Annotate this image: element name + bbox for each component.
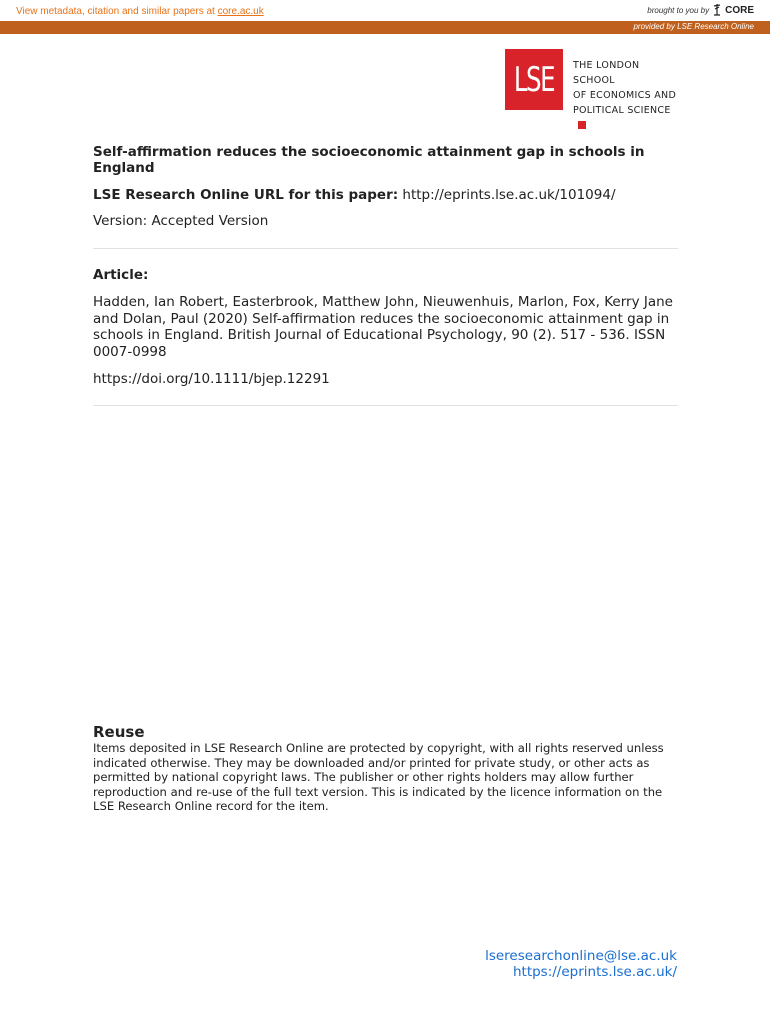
article-heading: Article: (93, 267, 149, 283)
provider-bar (0, 21, 770, 34)
paper-title: Self-affirmation reduces the socioeconomic attainment gap in schools in England (93, 144, 645, 176)
logo-line-3: POLITICAL SCIENCE (573, 105, 671, 116)
doi-link[interactable]: https://doi.org/10.1111/bjep.12291 (93, 371, 330, 387)
lse-logo-letters: LSE (513, 59, 555, 100)
core-header (0, 0, 770, 21)
lse-logo-wordmark (573, 58, 680, 133)
metadata-notice (16, 6, 264, 17)
lse-logo (505, 49, 680, 116)
metadata-text: View metadata, citation and similar papers at (16, 6, 218, 17)
repository-link[interactable]: https://eprints.lse.ac.uk/ (512, 964, 677, 980)
provided-by-text[interactable]: provided by LSE Research Online (633, 22, 754, 31)
divider (93, 405, 678, 406)
contact-block (485, 948, 677, 980)
divider (93, 248, 678, 249)
reuse-heading: Reuse (93, 723, 145, 741)
version-text: Version: Accepted Version (93, 213, 269, 229)
url-label: LSE Research Online URL for this paper: (93, 187, 399, 203)
citation-text: Hadden, Ian Robert, Easterbrook, Matthew John, Nieuwenhuis, Marlon, Fox, Kerry Jane and Dolan, Paul (2020) Self-affirmation reduces the socioeconomic attainment gap in schools in England. British Journal of Educational Psychology, 90 (2). 517 - 536. ISSN 0007-0998 (93, 294, 673, 360)
logo-square-icon (578, 121, 586, 129)
logo-line-2: OF ECONOMICS AND (573, 90, 677, 101)
lse-logo-mark (505, 49, 563, 110)
logo-line-1: THE LONDON SCHOOL (573, 60, 640, 86)
reuse-text: Items deposited in LSE Research Online are protected by copyright, with all rights reserved unless indicated otherwise. They may be downloaded and/or printed for private study, or other acts as permitted by national copyright laws. The publisher or other rights holders may allow further reproduction and re-use of the full text version. This is indicated by the licence information on the LSE Research Online record for the item. (93, 741, 664, 813)
contact-email-link[interactable]: lseresearchonline@lse.ac.uk (485, 948, 677, 964)
core-logo[interactable]: CORE (725, 4, 754, 16)
paper-url[interactable]: http://eprints.lse.ac.uk/101094/ (398, 187, 616, 203)
brought-by (647, 3, 754, 17)
brought-text: brought to you by (647, 5, 710, 15)
core-icon (712, 3, 722, 17)
core-link[interactable]: core.ac.uk (217, 6, 264, 17)
paper-url-line (93, 187, 678, 203)
